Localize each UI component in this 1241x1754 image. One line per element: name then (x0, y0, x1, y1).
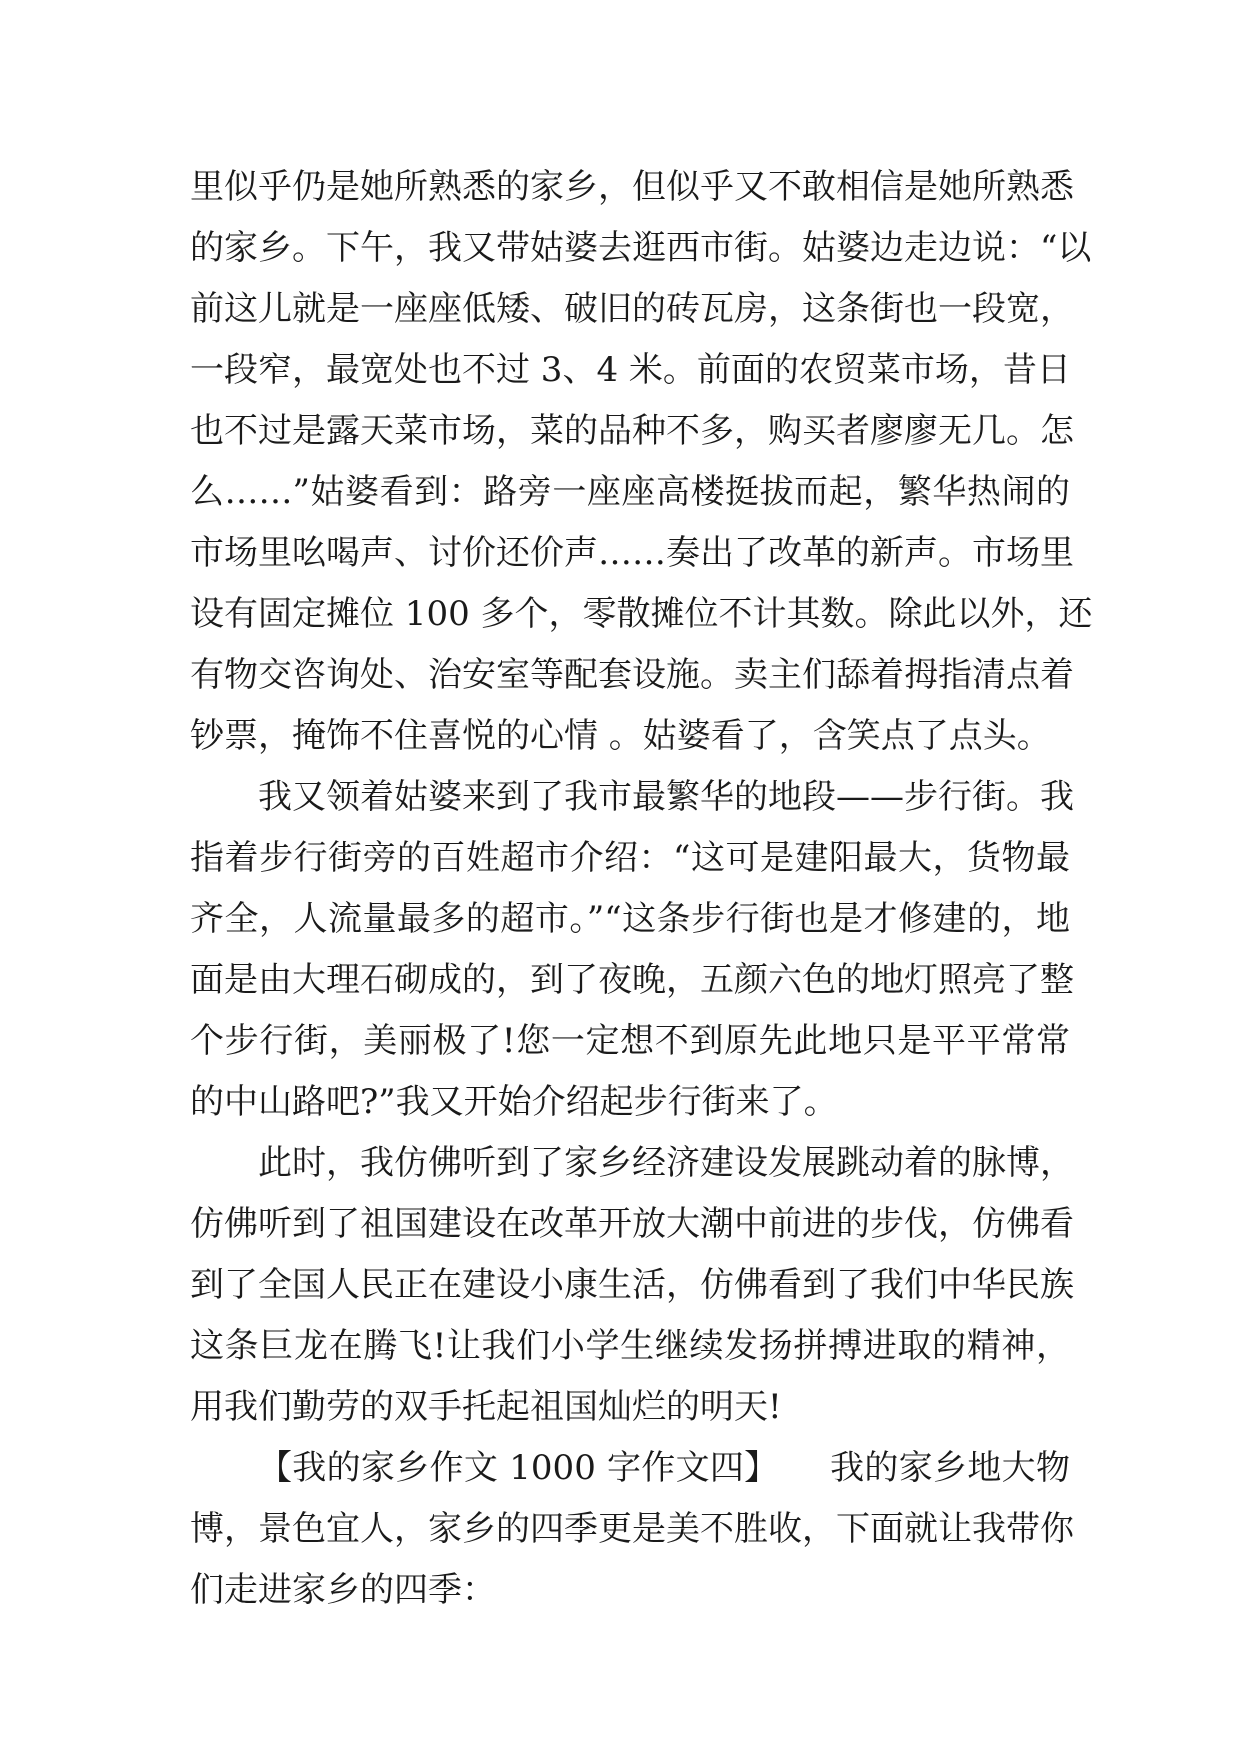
text-line: 面是由大理石砌成的，到了夜晚，五颜六色的地灯照亮了整 (190, 960, 1074, 1000)
document-body (190, 157, 1093, 1621)
text-line: 设有固定摊位 100 多个，零散摊位不计其数。除此以外，还 (190, 594, 1093, 634)
text-line: 们走进家乡的四季： (190, 1570, 496, 1610)
text-line: 前这儿就是一座座低矮、破旧的砖瓦房，这条街也一段宽， (190, 289, 1074, 329)
text-line: 仿佛听到了祖国建设在改革开放大潮中前进的步伐，仿佛看 (190, 1204, 1074, 1244)
text-line: 个步行街，美丽极了!您一定想不到原先此地只是平平常常 (190, 1021, 1070, 1061)
text-line: 钞票，掩饰不住喜悦的心情 。姑婆看了，含笑点了点头。 (190, 716, 1051, 756)
text-line: 博，景色宜人，家乡的四季更是美不胜收，下面就让我带你 (190, 1509, 1074, 1549)
text-line: 的家乡。下午，我又带姑婆去逛西市街。姑婆边走边说：“以 (190, 228, 1092, 268)
text-line: 我又领着姑婆来到了我市最繁华的地段——步行街。我 (258, 777, 1074, 817)
text-line: 指着步行街旁的百姓超市介绍：“这可是建阳最大，货物最 (190, 838, 1070, 878)
document-page (190, 157, 1093, 1621)
text-line: 一段窄，最宽处也不过 3、4 米。前面的农贸菜市场，昔日 (190, 350, 1071, 390)
text-line: 么……”姑婆看到：路旁一座座高楼挺拔而起，繁华热闹的 (190, 472, 1070, 512)
text-line: 里似乎仍是她所熟悉的家乡，但似乎又不敢相信是她所熟悉 (190, 167, 1074, 207)
text-line: 【我的家乡作文 1000 字作文四】 我的家乡地大物 (258, 1448, 1070, 1488)
text-line: 有物交咨询处、治安室等配套设施。卖主们舔着拇指清点着 (190, 655, 1074, 695)
text-line: 到了全国人民正在建设小康生活，仿佛看到了我们中华民族 (190, 1265, 1074, 1305)
text-line: 这条巨龙在腾飞!让我们小学生继续发扬拼搏进取的精神， (190, 1326, 1070, 1366)
text-line: 市场里吆喝声、讨价还价声……奏出了改革的新声。市场里 (190, 533, 1074, 573)
text-line: 齐全，人流量最多的超市。”“这条步行街也是才修建的，地 (190, 899, 1070, 939)
text-line: 用我们勤劳的双手托起祖国灿烂的明天! (190, 1387, 782, 1427)
text-line: 此时，我仿佛听到了家乡经济建设发展跳动着的脉博， (258, 1143, 1074, 1183)
text-line: 的中山路吧?”我又开始介绍起步行街来了。 (190, 1082, 838, 1122)
text-line: 也不过是露天菜市场，菜的品种不多，购买者廖廖无几。怎 (190, 411, 1074, 451)
